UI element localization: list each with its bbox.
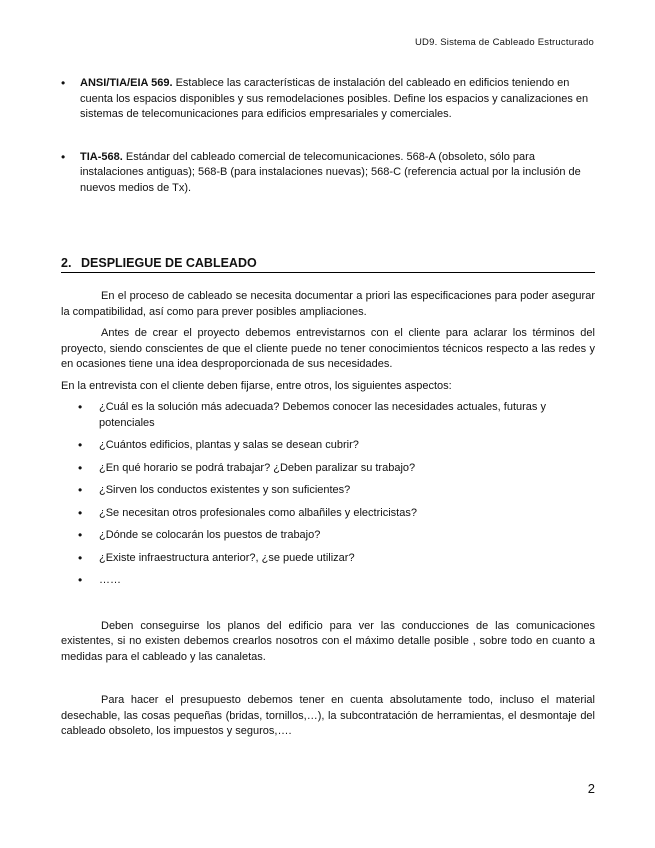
list-item: • ¿Dónde se colocarán los puestos de trabajo? <box>61 528 595 544</box>
section-heading <box>61 256 595 273</box>
paragraph: En el proceso de cableado se necesita documentar a priori las especificaciones para poder asegurar la compatibilidad, así como para prever posibles ampliaciones. <box>61 290 595 318</box>
standards-list <box>61 76 596 196</box>
section-title: DESPLIEGUE DE CABLEADO <box>81 256 257 270</box>
section-number: 2. <box>61 256 72 270</box>
paragraph: Antes de crear el proyecto debemos entrevistarnos con el cliente para aclarar los términos del proyecto, siendo conscientes de que el cliente puede no tener conocimientos técnicos respecto a las redes y en ocasiones tiene una idea desproporcionada de sus necesidades. <box>61 327 595 370</box>
paragraph: Deben conseguirse los planos del edificio para ver las conducciones de las comunicaciones existentes, si no existen debemos crearlos nosotros con el máximo detalle posible , sobre todo en cuanto a medidas para el cableado y las canaletas. <box>61 619 595 663</box>
list-item: • ¿Cuál es la solución más adecuada? Debemos conocer las necesidades actuales, futuras y potenciales <box>61 400 595 431</box>
standard-item <box>61 150 596 197</box>
list-item: • …… <box>61 573 595 589</box>
interview-questions-list <box>61 400 595 589</box>
standard-item <box>61 76 596 123</box>
list-item: • ¿En qué horario se podrá trabajar? ¿Deben paralizar su trabajo? <box>61 461 595 477</box>
list-item: • ¿Se necesitan otros profesionales como albañiles y electricistas? <box>61 506 595 522</box>
standard-name: TIA-568. <box>80 150 123 163</box>
page-header: UD9. Sistema de Cableado Estructurado <box>414 37 594 48</box>
paragraph: Para hacer el presupuesto debemos tener en cuenta absolutamente todo, incluso el material desechable, las cosas pequeñas (bridas, tornillos,…), la subcontratación de herramientas, el desmontaje del cableado obsoleto, los impuestos y seguros,…. <box>61 694 595 737</box>
standard-description: Estándar del cableado comercial de telecomunicaciones. 568-A (obsoleto, sólo para instalaciones antiguas); 568-B (para instalaciones nuevas); 568-C (referencia actual por la inclusión de nuevos medios de Tx). <box>80 150 581 194</box>
standard-name: ANSI/TIA/EIA 569. <box>80 77 173 89</box>
list-item: • ¿Sirven los conductos existentes y son suficientes? <box>61 483 595 499</box>
page-number: 2 <box>587 781 595 796</box>
list-item: • ¿Cuántos edificios, plantas y salas se desean cubrir? <box>61 438 595 454</box>
list-item: • ¿Existe infraestructura anterior?, ¿se puede utilizar? <box>61 551 595 567</box>
standard-description: Establece las características de instalación del cableado en edificios teniendo en cuenta los espacios disponibles y sus remodelaciones posibles. Define los espacios y canalizaciones en sistemas de telecomunicaciones para edificios empresariales y comerciales. <box>80 77 589 120</box>
paragraph: En la entrevista con el cliente deben fijarse, entre otros, los siguientes aspectos: <box>61 379 452 392</box>
section-body <box>61 289 595 746</box>
